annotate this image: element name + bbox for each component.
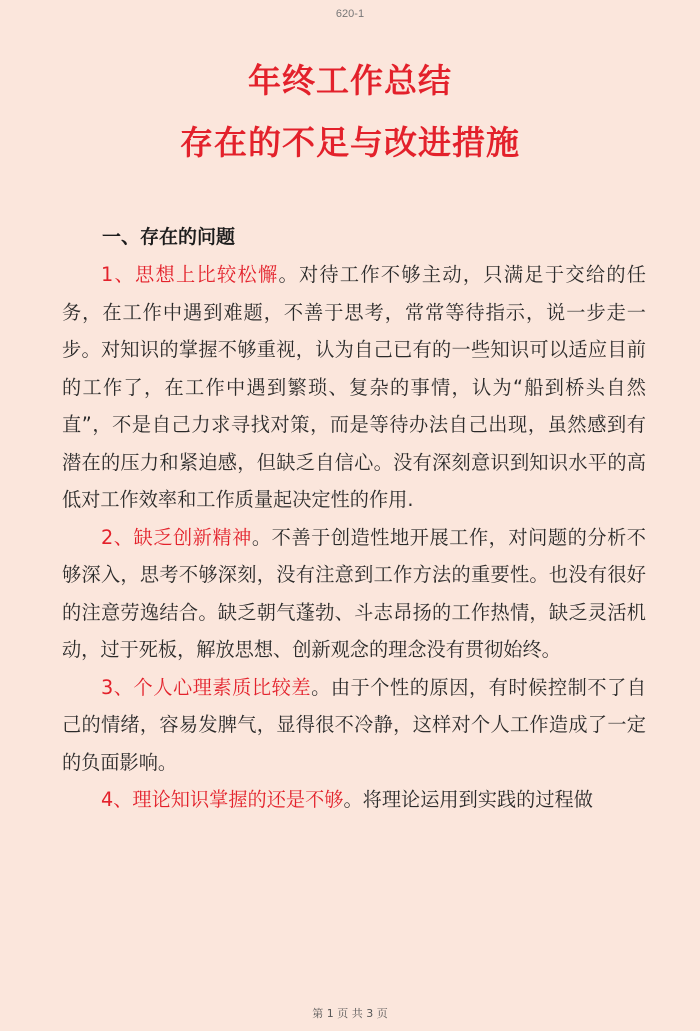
paragraph-3 (62, 669, 646, 782)
paragraph-3-text: 。由于个性的原因，有时候控制不了自己的情绪，容易发脾气，显得很不冷静，这样对个人工作造成了一定的负面影响。 (62, 675, 647, 774)
paragraph-1-text: 。对待工作不够主动，只满足于交给的任务，在工作中遇到难题，不善于思考，常常等待指示，说一步走一步。对知识的掌握不够重视，认为自己已有的一些知识可以适应目前的工作了，在工作中遇到繁琐、复杂的事情，认为“船到桥头自然直”，不是自己力求寻找对策，而是等待办法自己出现，虽然感到有潜在的压力和紧迫感，但缺乏自信心。没有深刻意识到知识水平的高低对工作效率和工作质量起决定性的作用. (62, 263, 646, 511)
page-code: 620-1 (335, 8, 365, 20)
paragraph-4 (62, 781, 646, 819)
paragraph-4-heading: 4、理论知识掌握的还是不够 (101, 788, 344, 811)
paragraph-2-text: 。不善于创造性地开展工作，对问题的分析不够深入，思考不够深刻，没有注意到工作方法的重要性。也没有很好的注意劳逸结合。缺乏朝气蓬勃、斗志昂扬的工作热情，缺乏灵活机动，过于死板，解放思想、创新观念的理念没有贯彻始终。 (62, 525, 646, 661)
document-body (62, 256, 646, 819)
page-footer: 第 1 页 共 3 页 (312, 1007, 388, 1020)
paragraph-3-heading: 3、个人心理素质比较差 (101, 675, 312, 699)
paragraph-4-text: 。将理论运用到实践的过程做 (343, 788, 593, 811)
section-heading: 一、存在的问题 (102, 226, 236, 248)
paragraph-2 (62, 519, 646, 669)
paragraph-2-heading: 2、缺乏创新精神 (101, 525, 252, 549)
document-subtitle: 存在的不足与改进措施 (180, 123, 520, 162)
document-title: 年终工作总结 (248, 61, 452, 100)
paragraph-1-heading: 1、思想上比较松懈 (101, 263, 279, 286)
paragraph-1 (62, 256, 646, 519)
